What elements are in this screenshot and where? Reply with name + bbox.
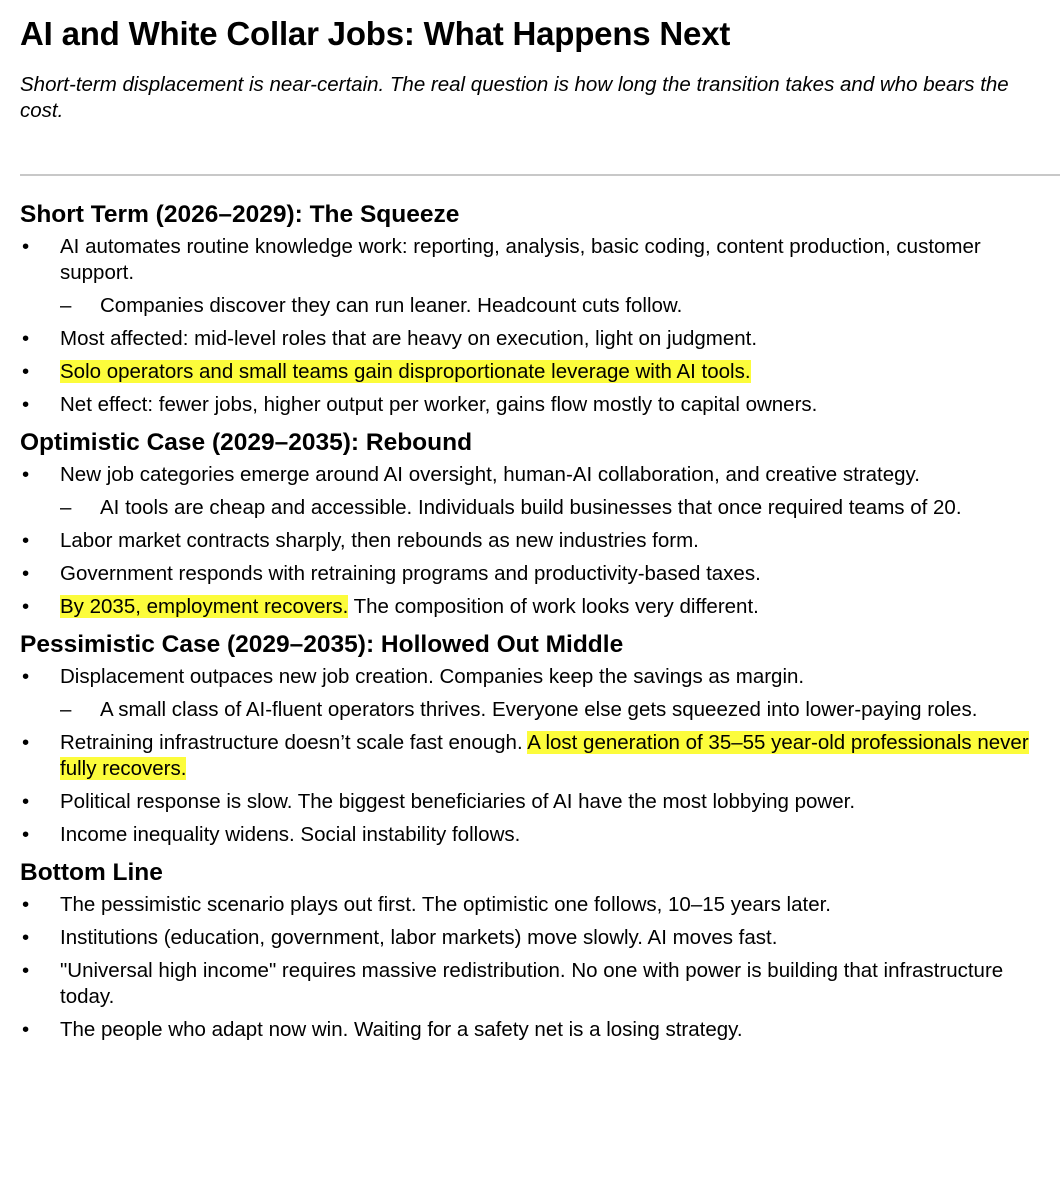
dash-marker: –: [60, 294, 72, 317]
section-pessimistic-case: [20, 630, 1060, 848]
section-optimistic-case: [20, 428, 1060, 620]
list-item-text: Income inequality widens. Social instability follows.: [60, 823, 521, 846]
list-item: [20, 234, 1060, 286]
list-item-text: Net effect: fewer jobs, higher output per worker, gains flow mostly to capital owners.: [60, 393, 818, 416]
list-item: [20, 925, 1060, 951]
list-item-text: Most affected: mid-level roles that are heavy on execution, light on judgment.: [60, 327, 758, 350]
list-item: [20, 958, 1060, 1010]
bullet-marker: •: [22, 235, 30, 258]
list-item-text: AI tools are cheap and accessible. Individuals build businesses that once required teams of 20.: [100, 496, 962, 519]
list-item-text: Solo operators and small teams gain disproportionate leverage with AI tools.: [60, 360, 751, 383]
bullet-list: [20, 462, 1060, 620]
list-item: [20, 789, 1060, 815]
bullet-marker: •: [22, 731, 30, 754]
list-item: [20, 462, 1060, 488]
list-item: [20, 392, 1060, 418]
list-item-text: Retraining infrastructure doesn’t scale fast enough.: [60, 731, 528, 754]
dash-marker: –: [60, 496, 72, 519]
list-item: [20, 326, 1060, 352]
bullet-marker: •: [22, 893, 30, 916]
divider: [20, 174, 1060, 176]
list-item-text: A small class of AI-fluent operators thrives. Everyone else gets squeezed into lower-paying roles.: [100, 698, 978, 721]
list-item-text: New job categories emerge around AI oversight, human-AI collaboration, and creative strategy.: [60, 463, 920, 486]
bullet-marker: •: [22, 665, 30, 688]
list-item: [20, 561, 1060, 587]
list-item-text: AI automates routine knowledge work: reporting, analysis, basic coding, content production, customer support.: [60, 235, 981, 284]
bullet-marker: •: [22, 790, 30, 813]
sub-list-item: [20, 697, 1064, 723]
list-item-highlighted: [20, 359, 1060, 385]
list-item: [20, 892, 1060, 918]
bullet-marker: •: [22, 562, 30, 585]
section-heading: Optimistic Case (2029–2035): Rebound: [20, 429, 473, 456]
page-title: AI and White Collar Jobs: What Happens Next: [20, 15, 731, 52]
highlighted-text: A lost generation of 35–55 year-old professionals never fully recovers.: [60, 731, 1029, 780]
section-bottom-line: [20, 858, 1060, 1043]
dash-marker: –: [60, 698, 72, 721]
section-short-term: [20, 200, 1060, 418]
bullet-list: [20, 234, 1060, 418]
bullet-marker: •: [22, 327, 30, 350]
list-item-text: Labor market contracts sharply, then rebounds as new industries form.: [60, 529, 699, 552]
document: [20, 14, 1060, 1050]
sub-list-item: [20, 495, 1064, 521]
bullet-marker: •: [22, 595, 30, 618]
section-heading: Bottom Line: [20, 859, 163, 886]
page-subtitle: Short-term displacement is near-certain. The real question is how long the transition takes and who bears the cost.: [20, 73, 1009, 122]
list-item: [20, 822, 1060, 848]
list-item-text: Displacement outpaces new job creation. Companies keep the savings as margin.: [60, 665, 805, 688]
list-item: [20, 594, 1060, 620]
list-item: [20, 1017, 1060, 1043]
list-item-text: Companies discover they can run leaner. Headcount cuts follow.: [100, 294, 683, 317]
list-item-text: Political response is slow. The biggest beneficiaries of AI have the most lobbying power.: [60, 790, 856, 813]
bullet-list: [20, 664, 1060, 848]
bullet-marker: •: [22, 529, 30, 552]
bullet-marker: •: [22, 360, 30, 383]
bullet-marker: •: [22, 1018, 30, 1041]
list-item-text: Institutions (education, government, labor markets) move slowly. AI moves fast.: [60, 926, 778, 949]
bullet-marker: •: [22, 393, 30, 416]
list-item-text: The people who adapt now win. Waiting for a safety net is a losing strategy.: [60, 1018, 743, 1041]
bullet-marker: •: [22, 463, 30, 486]
list-item-text: The composition of work looks very different.: [348, 595, 759, 618]
sub-list-item: [20, 293, 1064, 319]
list-item: [20, 528, 1060, 554]
section-heading: Pessimistic Case (2029–2035): Hollowed Out Middle: [20, 631, 624, 658]
bullet-marker: •: [22, 823, 30, 846]
list-item-text: The pessimistic scenario plays out first. The optimistic one follows, 10–15 years later.: [60, 893, 831, 916]
highlight: [22, 360, 751, 383]
section-heading: Short Term (2026–2029): The Squeeze: [20, 201, 460, 228]
list-item-text: Government responds with retraining programs and productivity-based taxes.: [60, 562, 761, 585]
list-item-text: "Universal high income" requires massive redistribution. No one with power is building that infrastructure today.: [60, 959, 1004, 1008]
list-item: [20, 730, 1060, 782]
bullet-marker: •: [22, 959, 30, 982]
list-item: [20, 664, 1060, 690]
highlighted-text: By 2035, employment recovers.: [60, 595, 349, 618]
bullet-list: [20, 892, 1060, 1043]
bullet-marker: •: [22, 926, 30, 949]
